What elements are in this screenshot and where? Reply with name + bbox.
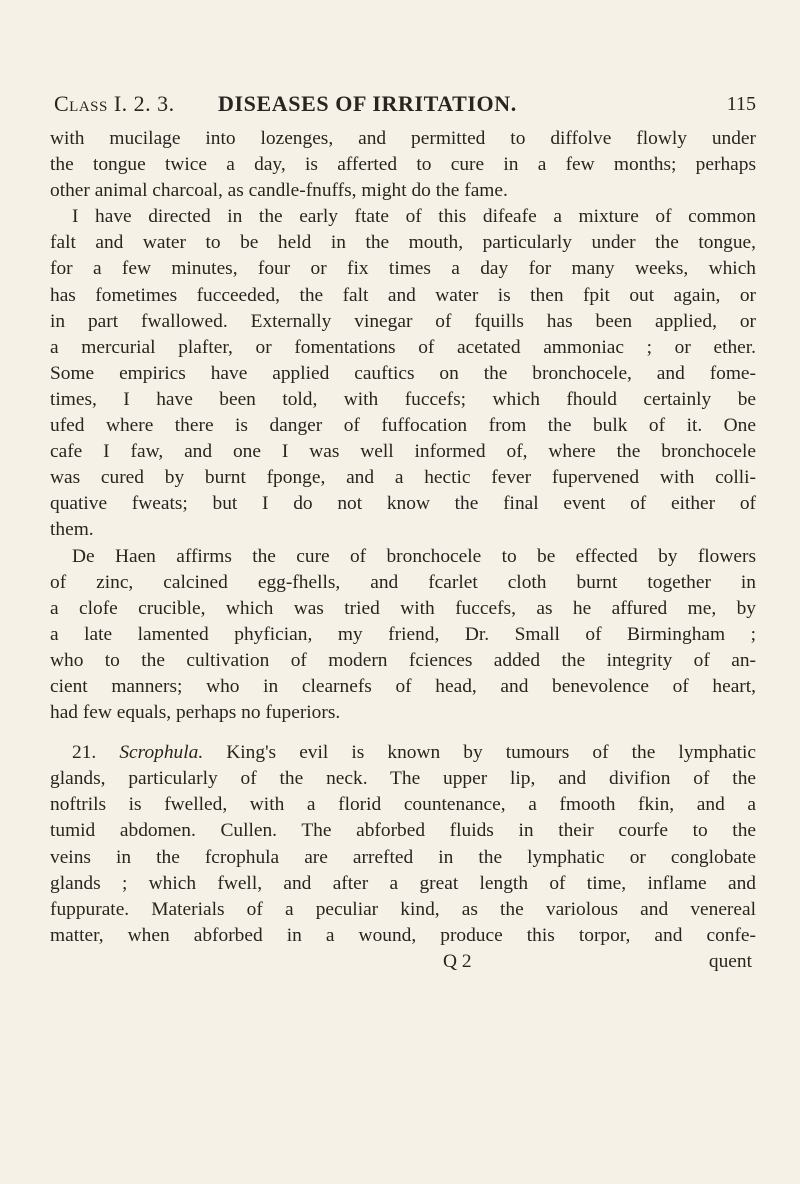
- paragraph: [50, 544, 756, 727]
- body-text: [50, 126, 756, 975]
- text-line: who to the cultivation of modern fciences added the integrity of an-: [50, 649, 756, 671]
- text-line: veins in the fcrophula are arrefted in the lymphatic or conglobate: [50, 846, 756, 868]
- section-label: Scrophula.: [119, 742, 204, 764]
- text-line: other animal charcoal, as candle-fnuffs, might do the fame.: [50, 180, 508, 202]
- text-line: Some empirics have applied cauftics on the bronchocele, and fome-: [50, 362, 756, 384]
- text-line: them.: [50, 519, 94, 541]
- text-line: a clofe crucible, which was tried with fuccefs, as he affured me, by: [50, 597, 756, 619]
- catchword: quent: [708, 950, 752, 972]
- text-line: times, I have been told, with fuccefs; which fhould certainly be: [50, 388, 756, 410]
- text-line: cafe I faw, and one I was well informed of, where the bronchocele: [50, 441, 756, 463]
- section-21: [50, 740, 756, 949]
- text-line: for a few minutes, four or fix times a day for many weeks, which: [50, 258, 756, 280]
- text-line: with mucilage into lozenges, and permitted to diffolve flowly under: [50, 128, 756, 149]
- text-line: quative fweats; but I do not know the final event of either of: [50, 493, 756, 515]
- text-line: falt and water to be held in the mouth, particularly under the tongue,: [50, 232, 756, 254]
- text-line: of zinc, calcined egg-fhells, and fcarlet cloth burnt together in: [50, 571, 756, 593]
- text-line: glands, particularly of the neck. The upper lip, and divifion of the: [50, 768, 756, 790]
- text-fragment: King's evil is known by tumours of the lymphatic: [226, 742, 756, 764]
- text-line: has fometimes fucceeded, the falt and water is then fpit out again, or: [50, 284, 756, 306]
- text-line: fuppurate. Materials of a peculiar kind, as the variolous and venereal: [50, 898, 756, 920]
- text-line: noftrils is fwelled, with a florid countenance, a fmooth fkin, and a: [50, 794, 756, 816]
- text-line: in part fwallowed. Externally vinegar of fquills has been applied, or: [50, 310, 756, 332]
- text-line: a mercurial plafter, or fomentations of acetated ammoniac ; or ether.: [50, 336, 756, 358]
- class-label: Class I. 2. 3.: [54, 91, 175, 116]
- page-number: 115: [726, 93, 756, 115]
- text-line: a late lamented phyfician, my friend, Dr. Small of Birmingham ;: [50, 623, 756, 645]
- text-line: was cured by burnt fponge, and a hectic fever fupervened with colli-: [50, 467, 756, 489]
- text-line: I have directed in the early ftate of this difeafe a mixture of common: [72, 206, 756, 228]
- text-line: glands ; which fwell, and after a great length of time, inflame and: [50, 872, 756, 894]
- text-line: had few equals, perhaps no fuperiors.: [50, 702, 341, 724]
- text-line: cient manners; who in clearnefs of head, and benevolence of heart,: [50, 675, 756, 697]
- text-line: matter, when abforbed in a wound, produce this torpor, and confe-: [50, 924, 756, 946]
- section-gap: [50, 726, 756, 740]
- running-head: [50, 88, 756, 120]
- section-number: 21.: [72, 742, 97, 764]
- section-heading-line: [50, 740, 756, 766]
- page-footer: [50, 949, 756, 975]
- signature-mark: Q 2: [443, 950, 472, 972]
- chapter-title: DISEASES OF IRRITATION.: [218, 91, 517, 116]
- paragraph: [50, 126, 756, 204]
- book-page: [50, 88, 756, 975]
- text-line: the tongue twice a day, is afferted to cure in a few months; perhaps: [50, 154, 756, 176]
- text-line: tumid abdomen. Cullen. The abforbed fluids in their courfe to the: [50, 820, 756, 842]
- text-line: De Haen affirms the cure of bronchocele to be effected by flowers: [72, 545, 756, 567]
- paragraph: [50, 204, 756, 543]
- text-line: ufed where there is danger of fuffocation from the bulk of it. One: [50, 415, 756, 437]
